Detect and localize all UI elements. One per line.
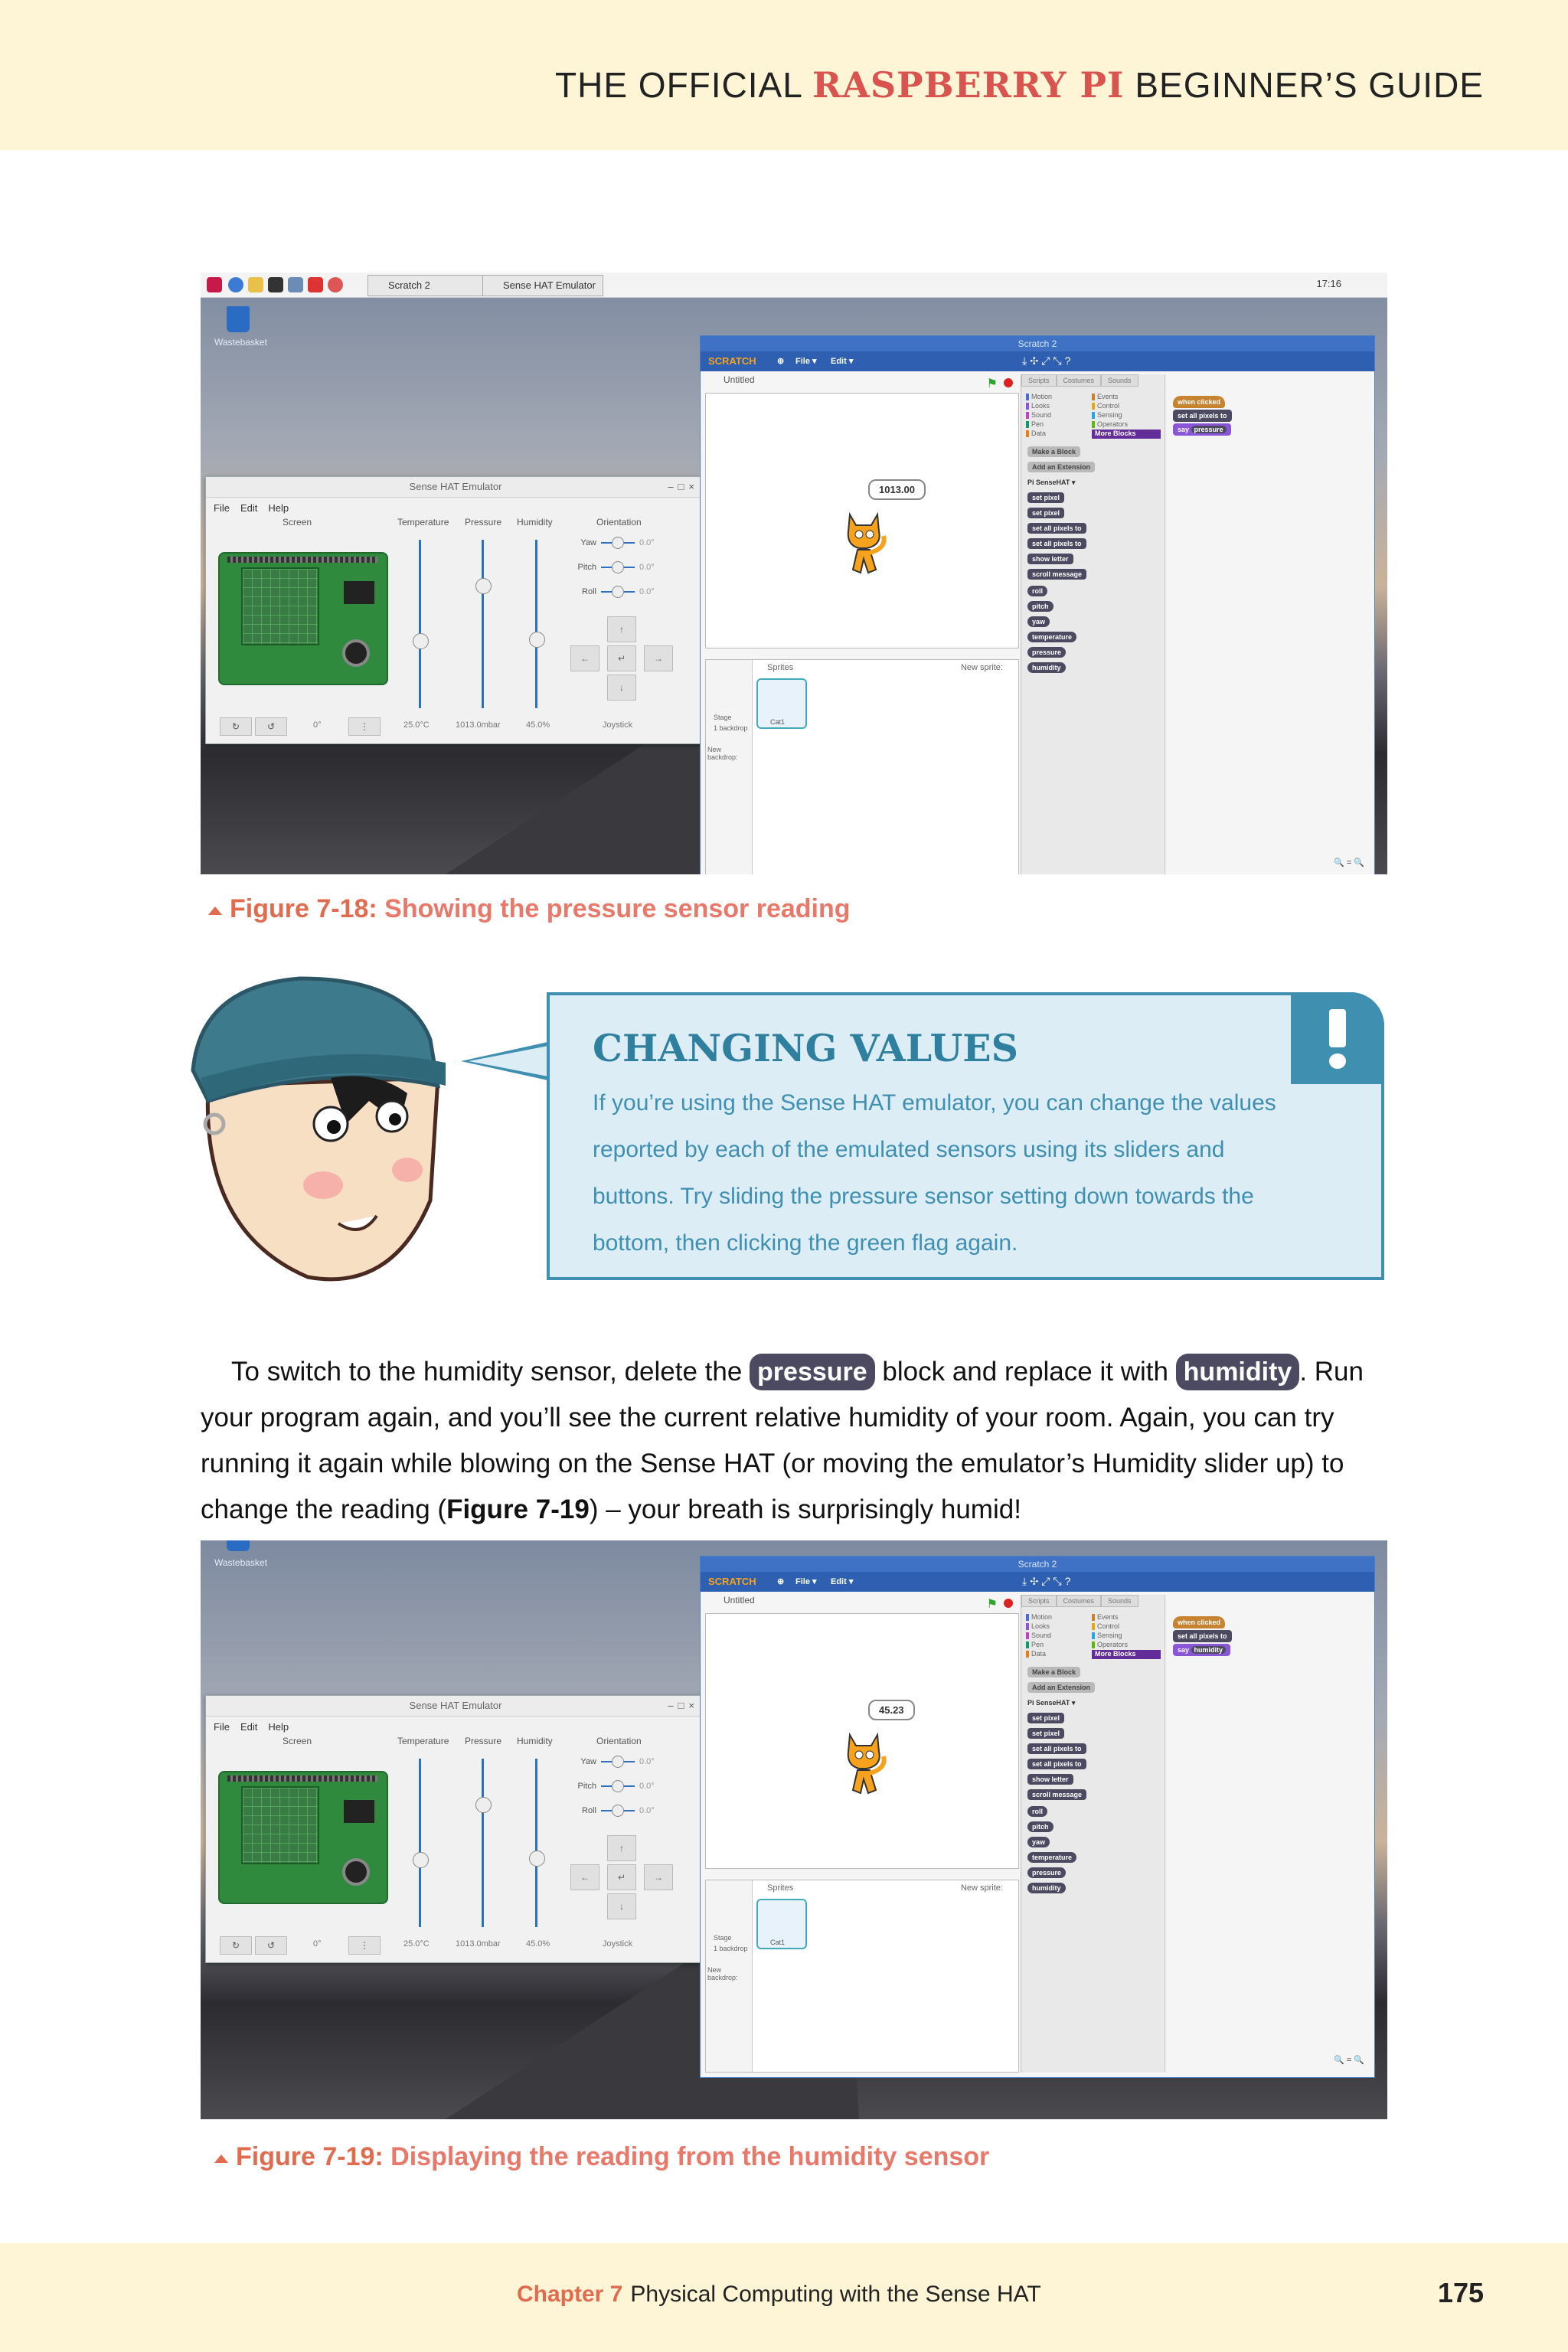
scratch-menu-globe[interactable]: ⊕ xyxy=(777,1577,785,1586)
zoom-controls[interactable]: 🔍 = 🔍 xyxy=(1334,858,1364,867)
window-controls[interactable]: –□× xyxy=(668,1700,699,1711)
col-pressure: Pressure xyxy=(465,1736,502,1746)
extension-name: Pi SenseHAT ▾ xyxy=(1027,479,1076,486)
make-block-button[interactable]: Make a Block xyxy=(1027,1667,1080,1677)
caption-triangle-icon xyxy=(208,906,222,915)
rotate-right-button[interactable]: ↺ xyxy=(255,717,287,736)
figure-7-19-screenshot xyxy=(201,1540,1387,2119)
block-yaw[interactable]: yaw xyxy=(1027,1837,1050,1847)
block-set-all-pixels-2[interactable]: set all pixels to xyxy=(1027,1759,1086,1769)
script-set-all-pixels[interactable]: set all pixels to xyxy=(1173,1630,1232,1642)
temperature-value: 25.0°C xyxy=(403,720,430,730)
temperature-slider[interactable] xyxy=(419,540,421,708)
pressure-value: 1013.0mbar xyxy=(456,1939,501,1949)
script-area xyxy=(1165,1595,1374,2073)
tab-costumes[interactable]: Costumes xyxy=(1057,374,1102,387)
tab-sounds[interactable]: Sounds xyxy=(1101,1595,1138,1607)
block-roll[interactable]: roll xyxy=(1027,1806,1047,1817)
cat-sprite-icon xyxy=(836,508,891,577)
col-orientation: Orientation xyxy=(596,1736,642,1746)
tab-scripts[interactable]: Scripts xyxy=(1021,374,1057,387)
green-flag-icon[interactable]: ⚑ xyxy=(986,377,998,390)
sprites-label: Sprites xyxy=(767,663,794,672)
humidity-slider[interactable] xyxy=(535,540,537,708)
figure-7-18-screenshot xyxy=(201,273,1387,874)
browser-icon[interactable] xyxy=(228,277,243,292)
block-pressure[interactable]: pressure xyxy=(1027,1867,1066,1878)
block-scroll-message[interactable]: scroll message xyxy=(1027,569,1086,580)
cat-sprite-icon xyxy=(836,1729,891,1798)
block-pressure[interactable]: pressure xyxy=(1027,647,1066,658)
tab-scripts[interactable]: Scripts xyxy=(1021,1595,1057,1607)
block-set-pixel-2[interactable]: set pixel xyxy=(1027,1728,1064,1739)
wolfram-icon[interactable] xyxy=(328,277,343,292)
pitch-control[interactable]: Pitch 0.0° xyxy=(577,1782,655,1791)
joystick-enter-button[interactable]: ↵ xyxy=(607,1864,636,1890)
sensehat-board xyxy=(218,1771,388,1904)
joystick-up-button[interactable]: ↑ xyxy=(607,616,636,642)
terminal-icon[interactable] xyxy=(268,277,283,292)
block-humidity[interactable]: humidity xyxy=(1027,1883,1066,1893)
script-hat-block[interactable]: when clicked xyxy=(1173,1616,1225,1628)
figure-ref: Figure 7-19 xyxy=(446,1494,590,1524)
scratch-window xyxy=(700,1556,1375,2078)
menu-file[interactable]: File xyxy=(214,1721,230,1733)
body-paragraph: To switch to the humidity sensor, delete the pressure block and replace it with humidity . Run your program again, and you’ll see the current relative humidity of your room. Again, you can try running it again while blowing on the Sense HAT (or moving the emulator’s Humidity slider up) to change the reading (Figure 7-19) – your breath is surprisingly humid! xyxy=(201,1349,1387,1533)
scratch-tools[interactable]: ⤓✣⤢⤡? xyxy=(1022,354,1074,367)
stage-bar xyxy=(705,1595,1018,1612)
caption-triangle-icon xyxy=(214,2154,228,2163)
figure-7-19-caption: Figure 7-19: Displaying the reading from the humidity sensor xyxy=(214,2142,989,2172)
block-humidity[interactable]: humidity xyxy=(1027,662,1066,673)
board-joystick xyxy=(342,1858,370,1886)
menu-help[interactable]: Help xyxy=(268,1721,289,1733)
scratch-menu-globe[interactable]: ⊕ xyxy=(777,357,785,366)
humidity-value: 45.0% xyxy=(526,1939,550,1949)
menu-edit[interactable]: Edit xyxy=(240,1721,258,1733)
roll-control[interactable]: Roll 0.0° xyxy=(582,587,655,596)
palette-tabs xyxy=(1021,374,1164,388)
scratch-titlebar: Scratch 2 xyxy=(701,336,1374,351)
temperature-value: 25.0°C xyxy=(403,1939,430,1949)
stage-bar xyxy=(705,374,1018,391)
tip-box xyxy=(547,992,1384,1280)
block-temperature[interactable]: temperature xyxy=(1027,1852,1076,1863)
joystick-label: Joystick xyxy=(603,720,633,730)
pressure-slider[interactable] xyxy=(482,1759,484,1927)
pitch-control[interactable]: Pitch 0.0° xyxy=(577,563,655,572)
sprite-thumb[interactable]: Cat1 xyxy=(756,678,807,729)
scratch-menu-file[interactable]: File ▾ xyxy=(795,357,817,366)
menu-edit[interactable]: Edit xyxy=(240,502,258,514)
sensehat-menu xyxy=(206,498,705,518)
pressure-block-pill: pressure xyxy=(750,1354,875,1390)
pressure-value: 1013.0mbar xyxy=(456,720,501,730)
sensehat-board xyxy=(218,552,388,685)
stop-icon[interactable] xyxy=(1004,1599,1013,1608)
scratch-menu-edit[interactable]: Edit ▾ xyxy=(831,1577,854,1586)
stage-thumb[interactable]: Stage 1 backdrop New backdrop: xyxy=(706,660,753,874)
menu-file[interactable]: File xyxy=(214,502,230,514)
tip-body: If you’re using the Sense HAT emulator, you can change the values reported by each of the emulated sensors using its sliders and buttons. Try sliding the pressure sensor setting down towards the bottom, then clicking the green flag again. xyxy=(593,1090,1276,1256)
palette-tabs xyxy=(1021,1595,1164,1609)
script-set-all-pixels[interactable]: set all pixels to xyxy=(1173,410,1232,422)
sensehat-titlebar: Sense HAT Emulator –□× xyxy=(206,1696,705,1717)
scratch-window xyxy=(700,335,1375,874)
yaw-control[interactable]: Yaw 0.0° xyxy=(580,1757,655,1766)
tab-costumes[interactable]: Costumes xyxy=(1057,1595,1102,1607)
figure-7-18-caption: Figure 7-18: Showing the pressure sensor reading xyxy=(208,894,851,924)
led-matrix xyxy=(241,567,319,645)
screen-option-button[interactable]: ⋮ xyxy=(348,717,381,736)
blocks-palette: Scripts Costumes Sounds Motion Looks Sound Pen Data Events Control Sensing Operators More Blocks Make a Block Add an Extension Pi SenseHAT ▾ set pixel set pixel set all pixels to set all pixels to show letter scroll message roll pitch yaw temperature pressure humidity xyxy=(1021,1595,1164,2073)
trash-icon[interactable] xyxy=(227,1540,250,1551)
make-block-button[interactable]: Make a Block xyxy=(1027,446,1080,457)
col-humidity: Humidity xyxy=(517,517,553,528)
screen-option-button[interactable]: ⋮ xyxy=(348,1936,381,1955)
scratch-menu-file[interactable]: File ▾ xyxy=(795,1577,817,1586)
col-humidity: Humidity xyxy=(517,1736,553,1746)
window-controls[interactable]: –□× xyxy=(668,481,699,492)
sprite-pane xyxy=(705,659,1019,874)
roll-control[interactable]: Roll 0.0° xyxy=(582,1806,655,1815)
block-set-pixel[interactable]: set pixel xyxy=(1027,1713,1064,1723)
temperature-slider[interactable] xyxy=(419,1759,421,1927)
footer-chapter: Chapter 7 Physical Computing with the Sense HAT xyxy=(517,2282,1041,2307)
sprites-label: Sprites xyxy=(767,1883,794,1893)
col-temperature: Temperature xyxy=(397,517,449,528)
board-joystick xyxy=(342,639,370,667)
script-say-block[interactable]: say pressure xyxy=(1173,423,1231,436)
rotate-left-button[interactable]: ↻ xyxy=(220,1936,252,1955)
clock: 17:16 xyxy=(1316,278,1341,289)
block-set-all-pixels-2[interactable]: set all pixels to xyxy=(1027,538,1086,549)
add-extension-button[interactable]: Add an Extension xyxy=(1027,462,1095,472)
stage xyxy=(705,1613,1019,1869)
block-show-letter[interactable]: show letter xyxy=(1027,554,1073,564)
task-scratch[interactable]: Scratch 2 xyxy=(368,275,487,296)
joystick-down-button[interactable]: ↓ xyxy=(607,1893,636,1919)
script-say-block[interactable]: say humidity xyxy=(1173,1644,1230,1656)
joystick-right-button[interactable]: → xyxy=(644,1864,673,1890)
joystick-left-button[interactable]: ← xyxy=(570,645,599,671)
block-yaw[interactable]: yaw xyxy=(1027,616,1050,627)
col-temperature: Temperature xyxy=(397,1736,449,1746)
rotation-value: 0° xyxy=(313,1939,322,1949)
block-scroll-message[interactable]: scroll message xyxy=(1027,1789,1086,1800)
scratch-logo: SCRATCH xyxy=(708,355,756,367)
tip-title: CHANGING VALUES xyxy=(593,1026,1019,1070)
scratch-titlebar: Scratch 2 xyxy=(701,1557,1374,1572)
joystick-enter-button[interactable]: ↵ xyxy=(607,645,636,671)
joystick-up-button[interactable]: ↑ xyxy=(607,1835,636,1861)
rotate-left-button[interactable]: ↻ xyxy=(220,717,252,736)
bug-icon[interactable] xyxy=(308,277,323,292)
tab-sounds[interactable]: Sounds xyxy=(1101,374,1138,387)
stage-thumb[interactable]: Stage 1 backdrop New backdrop: xyxy=(706,1880,753,2072)
humidity-value: 45.0% xyxy=(526,720,550,730)
trash-label: Wastebasket xyxy=(214,337,267,348)
page-header xyxy=(0,0,1568,150)
scratch-menubar xyxy=(701,1572,1374,1592)
joystick-left-button[interactable]: ← xyxy=(570,1864,599,1890)
new-sprite-label: New sprite: xyxy=(960,1883,1003,1893)
block-roll[interactable]: roll xyxy=(1027,586,1047,596)
block-set-all-pixels[interactable]: set all pixels to xyxy=(1027,523,1086,534)
sensehat-window xyxy=(205,1695,706,1963)
trash-label: Wastebasket xyxy=(214,1557,267,1568)
add-extension-button[interactable]: Add an Extension xyxy=(1027,1682,1095,1693)
block-show-letter[interactable]: show letter xyxy=(1027,1774,1073,1785)
raspberry-menu-icon[interactable] xyxy=(207,277,222,292)
task-sensehat[interactable]: Sense HAT Emulator xyxy=(482,275,603,296)
joystick-down-button[interactable]: ↓ xyxy=(607,675,636,701)
sensehat-titlebar: Sense HAT Emulator –□× xyxy=(206,477,705,498)
joystick-label: Joystick xyxy=(603,1939,633,1949)
page-number: 175 xyxy=(1437,2277,1484,2308)
project-name[interactable]: Untitled xyxy=(724,374,755,385)
folder-icon[interactable] xyxy=(248,277,263,292)
block-set-pixel-2[interactable]: set pixel xyxy=(1027,508,1064,518)
app-icon[interactable] xyxy=(288,277,303,292)
scratch-logo: SCRATCH xyxy=(708,1576,756,1587)
sensehat-menu xyxy=(206,1717,705,1737)
rotation-value: 0° xyxy=(313,720,322,730)
exclamation-icon xyxy=(1291,992,1384,1084)
block-pitch[interactable]: pitch xyxy=(1027,1821,1054,1832)
block-set-all-pixels[interactable]: set all pixels to xyxy=(1027,1743,1086,1754)
pressure-slider[interactable] xyxy=(482,540,484,708)
humidity-block-pill: humidity xyxy=(1176,1354,1300,1390)
taskbar xyxy=(201,273,1387,298)
stage xyxy=(705,393,1019,648)
stop-icon[interactable] xyxy=(1004,378,1013,387)
rotate-right-button[interactable]: ↺ xyxy=(255,1936,287,1955)
col-screen: Screen xyxy=(283,1736,312,1746)
trash-icon[interactable] xyxy=(227,306,250,332)
cartoon-character-icon xyxy=(178,971,469,1292)
block-temperature[interactable]: temperature xyxy=(1027,632,1076,642)
new-sprite-label: New sprite: xyxy=(960,663,1003,672)
extension-name: Pi SenseHAT ▾ xyxy=(1027,1699,1076,1707)
col-orientation: Orientation xyxy=(596,517,642,528)
script-area xyxy=(1165,374,1374,874)
sensehat-window xyxy=(205,476,706,744)
zoom-controls[interactable]: 🔍 = 🔍 xyxy=(1334,2056,1364,2065)
scratch-menubar xyxy=(701,351,1374,371)
yaw-control[interactable]: Yaw 0.0° xyxy=(580,538,655,547)
col-screen: Screen xyxy=(283,517,312,528)
say-bubble: 45.23 xyxy=(868,1700,915,1720)
joystick-right-button[interactable]: → xyxy=(644,645,673,671)
say-bubble: 1013.00 xyxy=(868,479,926,500)
sprite-pane xyxy=(705,1880,1019,2073)
scratch-menu-edit[interactable]: Edit ▾ xyxy=(831,357,854,366)
led-matrix xyxy=(241,1786,319,1864)
script-hat-block[interactable]: when clicked xyxy=(1173,396,1225,408)
book-title: THE OFFICIAL RASPBERRY PI BEGINNER’S GUIDE xyxy=(555,64,1484,106)
blocks-palette: Scripts Costumes Sounds Motion Looks Sound Pen Data Events Control Sensing Operators More Blocks Make a Block Add an Extension Pi SenseHAT ▾ set pixel set pixel set all pixels to set all pixels to show letter scroll message roll pitch yaw temperature pressure humidity xyxy=(1021,374,1164,874)
menu-help[interactable]: Help xyxy=(268,502,289,514)
project-name[interactable]: Untitled xyxy=(724,1595,755,1606)
green-flag-icon[interactable]: ⚑ xyxy=(986,1598,998,1611)
block-set-pixel[interactable]: set pixel xyxy=(1027,492,1064,503)
sprite-thumb[interactable]: Cat1 xyxy=(756,1899,807,1949)
col-pressure: Pressure xyxy=(465,517,502,528)
block-pitch[interactable]: pitch xyxy=(1027,601,1054,612)
scratch-tools[interactable]: ⤓✣⤢⤡? xyxy=(1022,1575,1074,1587)
humidity-slider[interactable] xyxy=(535,1759,537,1927)
